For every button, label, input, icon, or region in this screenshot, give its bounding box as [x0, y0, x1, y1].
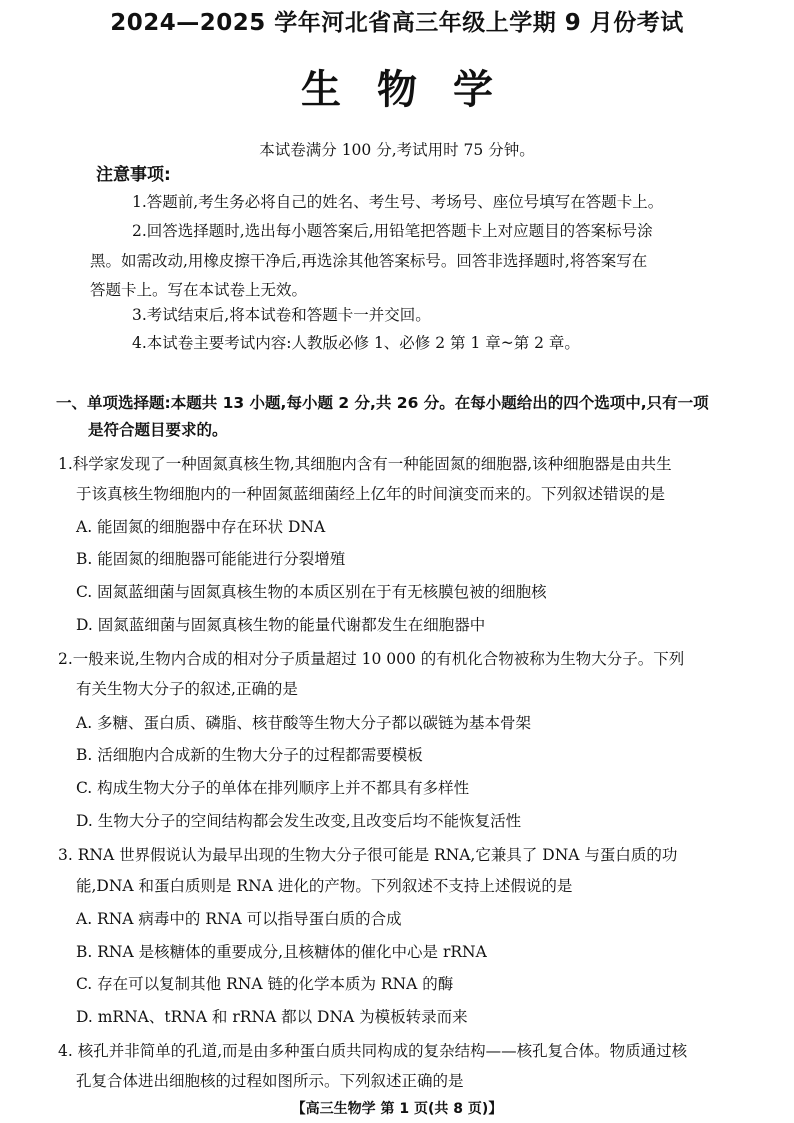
question-2-option-a: A. 多糖、蛋白质、磷脂、核苷酸等生物大分子都以碳链为基本骨架 — [76, 714, 532, 732]
notice-line: 4.本试卷主要考试内容:人教版必修 1、必修 2 第 1 章~第 2 章。 — [132, 334, 580, 352]
notice-line: 黑。如需改动,用橡皮擦干净后,再选涂其他答案标号。回答非选择题时,将答案写在 — [90, 252, 648, 270]
question-2-stem: 2.一般来说,生物内合成的相对分子质量超过 10 000 的有机化合物被称为生物大分子。下列 — [58, 650, 685, 668]
notice-heading: 注意事项: — [96, 165, 171, 185]
question-1-stem: 1.科学家发现了一种固氮真核生物,其细胞内含有一种能固氮的细胞器,该种细胞器是由共生 — [58, 455, 672, 473]
question-3-option-a: A. RNA 病毒中的 RNA 可以指导蛋白质的合成 — [76, 910, 402, 928]
question-1-option-c: C. 固氮蓝细菌与固氮真核生物的本质区别在于有无核膜包被的细胞核 — [76, 583, 547, 601]
exam-info: 本试卷满分 100 分,考试用时 75 分钟。 — [259, 141, 535, 159]
notice-line: 答题卡上。写在本试卷上无效。 — [90, 281, 308, 299]
question-2-stem: 有关生物大分子的叙述,正确的是 — [76, 680, 298, 698]
question-2-option-d: D. 生物大分子的空间结构都会发生改变,且改变后均不能恢复活性 — [76, 812, 522, 830]
question-3-option-d: D. mRNA、tRNA 和 rRNA 都以 DNA 为模板转录而来 — [76, 1008, 468, 1026]
notice-line: 3.考试结束后,将本试卷和答题卡一并交回。 — [132, 306, 431, 324]
section-heading-cont: 是符合题目要求的。 — [88, 421, 228, 439]
section-heading: 一、单项选择题:本题共 13 小题,每小题 2 分,共 26 分。在每小题给出的四个选项中,只有一项 — [56, 394, 709, 412]
question-1-stem: 于该真核生物细胞内的一种固氮蓝细菌经上亿年的时间演变而来的。下列叙述错误的是 — [76, 485, 666, 503]
question-3-stem: 3. RNA 世界假说认为最早出现的生物大分子很可能是 RNA,它兼具了 DNA 与蛋白质的功 — [58, 846, 678, 864]
exam-title: 2024—2025 学年河北省高三年级上学期 9 月份考试 — [110, 10, 684, 36]
question-3-option-c: C. 存在可以复制其他 RNA 链的化学本质为 RNA 的酶 — [76, 975, 454, 993]
question-2-option-c: C. 构成生物大分子的单体在排列顺序上并不都具有多样性 — [76, 779, 470, 797]
question-4-stem: 4. 核孔并非简单的孔道,而是由多种蛋白质共同构成的复杂结构——核孔复合体。物质通过核 — [58, 1042, 688, 1060]
question-3-stem: 能,DNA 和蛋白质则是 RNA 进化的产物。下列叙述不支持上述假说的是 — [76, 877, 573, 895]
notice-line: 1.答题前,考生务必将自己的姓名、考生号、考场号、座位号填写在答题卡上。 — [132, 193, 664, 211]
page-footer: 【高三生物学 第 1 页(共 8 页)】 — [291, 1101, 503, 1117]
question-1-option-a: A. 能固氮的细胞器中存在环状 DNA — [76, 518, 326, 536]
question-2-option-b: B. 活细胞内合成新的生物大分子的过程都需要模板 — [76, 746, 423, 764]
subject-title: 生物学 — [301, 67, 529, 113]
notice-line: 2.回答选择题时,选出每小题答案后,用铅笔把答题卡上对应题目的答案标号涂 — [132, 222, 653, 240]
question-4-stem: 孔复合体进出细胞核的过程如图所示。下列叙述正确的是 — [76, 1072, 464, 1090]
question-3-option-b: B. RNA 是核糖体的重要成分,且核糖体的催化中心是 rRNA — [76, 943, 487, 961]
question-1-option-d: D. 固氮蓝细菌与固氮真核生物的能量代谢都发生在细胞器中 — [76, 616, 486, 634]
question-1-option-b: B. 能固氮的细胞器可能能进行分裂增殖 — [76, 550, 346, 568]
